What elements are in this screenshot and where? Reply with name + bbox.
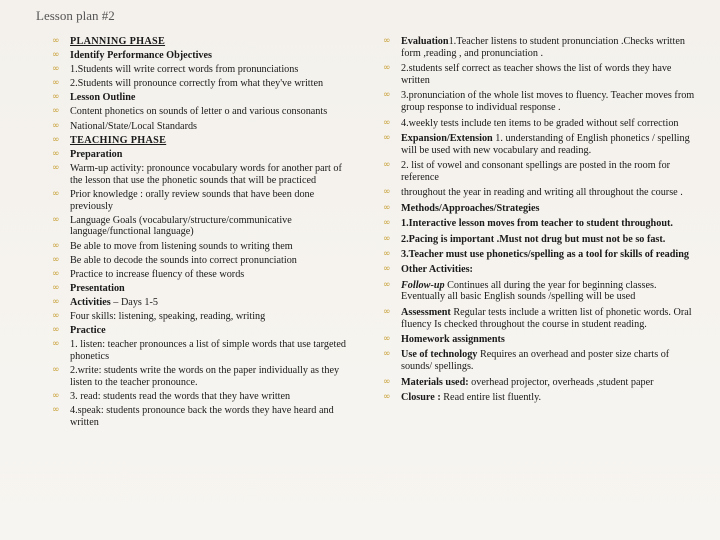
item-detail: Continues all during the year for beginning classes. Eventually all basic English sounds /spelling will be used	[401, 279, 657, 303]
list-item-text	[70, 297, 348, 309]
list-item-text: Other Activities:	[401, 264, 473, 276]
list-item	[52, 283, 348, 295]
list-item-text: 1. listen: teacher pronounces a list of simple words that use targeted phonetics	[70, 339, 346, 362]
item-label: Activities	[70, 296, 111, 308]
list-item-text: Be able to decode the sounds into correct pronunciation	[70, 254, 297, 266]
infinity-bullet-icon: ∞	[52, 36, 60, 46]
list-item	[383, 392, 701, 404]
infinity-bullet-icon: ∞	[52, 64, 60, 75]
list-item-text: 1.Students will write correct words from pronunciations	[70, 64, 299, 76]
infinity-bullet-icon: ∞	[52, 339, 60, 350]
list-item	[52, 405, 348, 429]
list-item-text	[401, 36, 701, 60]
list-item	[383, 264, 701, 276]
infinity-bullet-icon: ∞	[52, 78, 60, 89]
infinity-bullet-icon: ∞	[383, 218, 391, 229]
item-detail: Read entire list fluently.	[440, 392, 542, 404]
list-item-text: throughout the year in reading and writing all throughout the course .	[401, 187, 683, 199]
infinity-bullet-icon: ∞	[52, 134, 60, 145]
list-item-text: Four skills: listening, speaking, reading, writing	[70, 310, 266, 322]
list-item-text	[401, 280, 701, 304]
list-item	[52, 189, 348, 213]
infinity-bullet-icon: ∞	[383, 132, 391, 143]
infinity-bullet-icon: ∞	[52, 365, 60, 376]
list-item-text: PLANNING PHASE	[70, 36, 166, 47]
infinity-bullet-icon: ∞	[383, 248, 391, 259]
list-item	[52, 325, 348, 337]
list-item-text: 2.Students will pronounce correctly from what they've written	[70, 78, 324, 90]
item-detail: – Days 1-5	[110, 296, 159, 308]
list-item	[383, 334, 701, 346]
list-item	[383, 203, 701, 215]
list-item-text: Practice to increase fluency of these words	[70, 268, 245, 280]
list-item	[383, 234, 701, 246]
list-item	[52, 215, 348, 239]
right-column	[383, 36, 701, 407]
item-detail: Regular tests include a written list of phonetic words. Oral fluency Is checked throughout the course in student reading.	[401, 306, 692, 330]
list-item-text: 2.students self correct as teacher shows the list of words they have written	[401, 63, 672, 86]
list-item	[383, 187, 701, 199]
list-item-text: Preparation	[70, 148, 123, 160]
list-item	[52, 121, 348, 133]
list-item	[383, 36, 701, 60]
list-item-text: Methods/Approaches/Strategies	[401, 202, 540, 214]
list-item	[52, 149, 348, 161]
list-item-text	[401, 392, 701, 404]
infinity-bullet-icon: ∞	[383, 264, 391, 275]
list-item	[52, 64, 348, 76]
list-item	[383, 249, 701, 261]
list-item-text	[401, 133, 701, 157]
list-item	[52, 311, 348, 323]
list-item-text: 3. read: students read the words that they have written	[70, 390, 291, 402]
list-item-text: Presentation	[70, 282, 125, 294]
list-item	[383, 133, 701, 157]
list-item-text: Homework assignments	[401, 334, 505, 346]
list-item-text: 4.weekly tests include ten items to be graded without self correction	[401, 117, 679, 129]
list-item	[52, 391, 348, 403]
list-item	[383, 160, 701, 184]
infinity-bullet-icon: ∞	[52, 282, 60, 293]
list-item	[52, 106, 348, 118]
list-item	[52, 50, 348, 62]
list-item-text: 1.Interactive lesson moves from teacher to student throughout.	[401, 218, 673, 230]
item-label: Evaluation	[401, 36, 449, 47]
list-item	[52, 92, 348, 104]
infinity-bullet-icon: ∞	[383, 202, 391, 213]
infinity-bullet-icon: ∞	[383, 36, 391, 46]
infinity-bullet-icon: ∞	[383, 160, 391, 171]
list-item	[52, 255, 348, 267]
list-item-text: Content phonetics on sounds of letter o and various consonants	[70, 106, 328, 118]
infinity-bullet-icon: ∞	[52, 50, 60, 61]
list-item	[52, 36, 348, 48]
item-label: Follow-up	[401, 279, 445, 291]
list-item-text: Identify Performance Objectives	[70, 50, 213, 62]
list-item-text	[401, 307, 701, 331]
list-item	[383, 377, 701, 389]
infinity-bullet-icon: ∞	[52, 162, 60, 173]
list-item-text: 3.Teacher must use phonetics/spelling as a tool for skills of reading	[401, 248, 690, 260]
list-item-text: TEACHING PHASE	[70, 134, 167, 146]
list-item	[383, 118, 701, 130]
infinity-bullet-icon: ∞	[383, 376, 391, 387]
item-detail: Requires an overhead and poster size charts of sounds/ spellings.	[401, 349, 670, 373]
list-item-text: Language Goals (vocabulary/structure/communicative language/functional language)	[70, 214, 292, 238]
infinity-bullet-icon: ∞	[52, 254, 60, 265]
list-item	[52, 339, 348, 363]
list-item	[383, 280, 701, 304]
item-label: Materials used:	[401, 376, 469, 388]
infinity-bullet-icon: ∞	[52, 188, 60, 199]
list-item-text	[401, 349, 701, 373]
list-item	[52, 365, 348, 389]
list-item-text: 2.write: students write the words on the paper individually as they listen to the teacher pronounce.	[70, 365, 340, 388]
left-column	[52, 36, 348, 431]
infinity-bullet-icon: ∞	[383, 63, 391, 74]
list-item	[52, 135, 348, 147]
item-label: Closure :	[401, 392, 441, 404]
list-item-text: National/State/Local Standards	[70, 120, 198, 132]
list-item	[52, 241, 348, 253]
list-item-text: Lesson Outline	[70, 92, 136, 104]
list-item	[383, 63, 701, 87]
list-item	[52, 78, 348, 90]
item-label: Expansion/Extension	[401, 132, 493, 144]
infinity-bullet-icon: ∞	[383, 279, 391, 290]
infinity-bullet-icon: ∞	[52, 240, 60, 251]
list-item-text: Prior knowledge : orally review sounds that have been done previously	[70, 188, 315, 212]
infinity-bullet-icon: ∞	[52, 405, 60, 416]
list-item	[383, 90, 701, 114]
infinity-bullet-icon: ∞	[52, 325, 60, 336]
item-detail: 1. understanding of English phonetics / spelling will be used with new vocabulary and reading.	[401, 132, 690, 156]
infinity-bullet-icon: ∞	[52, 296, 60, 307]
infinity-bullet-icon: ∞	[383, 334, 391, 345]
list-item	[52, 163, 348, 187]
list-item-text: Warm-up activity: pronounce vocabulary words for another part of the lesson that use the phonetic sounds that will be practiced	[70, 162, 342, 186]
list-item-text: 2.Pacing is important .Must not drug but must not be so fast.	[401, 233, 666, 245]
infinity-bullet-icon: ∞	[383, 90, 391, 101]
infinity-bullet-icon: ∞	[383, 117, 391, 128]
infinity-bullet-icon: ∞	[383, 349, 391, 360]
infinity-bullet-icon: ∞	[383, 187, 391, 198]
slide-title: Lesson plan #2	[36, 8, 115, 23]
infinity-bullet-icon: ∞	[52, 92, 60, 103]
infinity-bullet-icon: ∞	[52, 310, 60, 321]
item-detail: 1.Teacher listens to student pronunciation .Checks written form ,reading , and pronunciation .	[401, 36, 685, 59]
infinity-bullet-icon: ∞	[52, 148, 60, 159]
item-detail: overhead projector, overheads ,student paper	[468, 376, 654, 388]
item-label: Assessment	[401, 306, 451, 318]
list-item	[383, 218, 701, 230]
infinity-bullet-icon: ∞	[52, 106, 60, 117]
list-item-text: 2. list of vowel and consonant spellings are posted in the room for reference	[401, 160, 671, 183]
infinity-bullet-icon: ∞	[383, 233, 391, 244]
list-item-text	[401, 377, 701, 389]
item-label: Use of technology	[401, 349, 478, 361]
infinity-bullet-icon: ∞	[52, 390, 60, 401]
infinity-bullet-icon: ∞	[52, 268, 60, 279]
list-item-text: 3.pronunciation of the whole list moves to fluency. Teacher moves from group response to individual response .	[401, 90, 695, 114]
infinity-bullet-icon: ∞	[52, 214, 60, 225]
list-item-text: 4.speak: students pronounce back the words they have heard and written	[70, 405, 334, 428]
list-item	[52, 269, 348, 281]
infinity-bullet-icon: ∞	[52, 120, 60, 131]
infinity-bullet-icon: ∞	[383, 392, 391, 403]
list-item	[383, 307, 701, 331]
list-item-text: Be able to move from listening sounds to writing them	[70, 240, 293, 252]
list-item	[383, 349, 701, 373]
list-item	[52, 297, 348, 309]
list-item-text: Practice	[70, 325, 106, 337]
infinity-bullet-icon: ∞	[383, 306, 391, 317]
